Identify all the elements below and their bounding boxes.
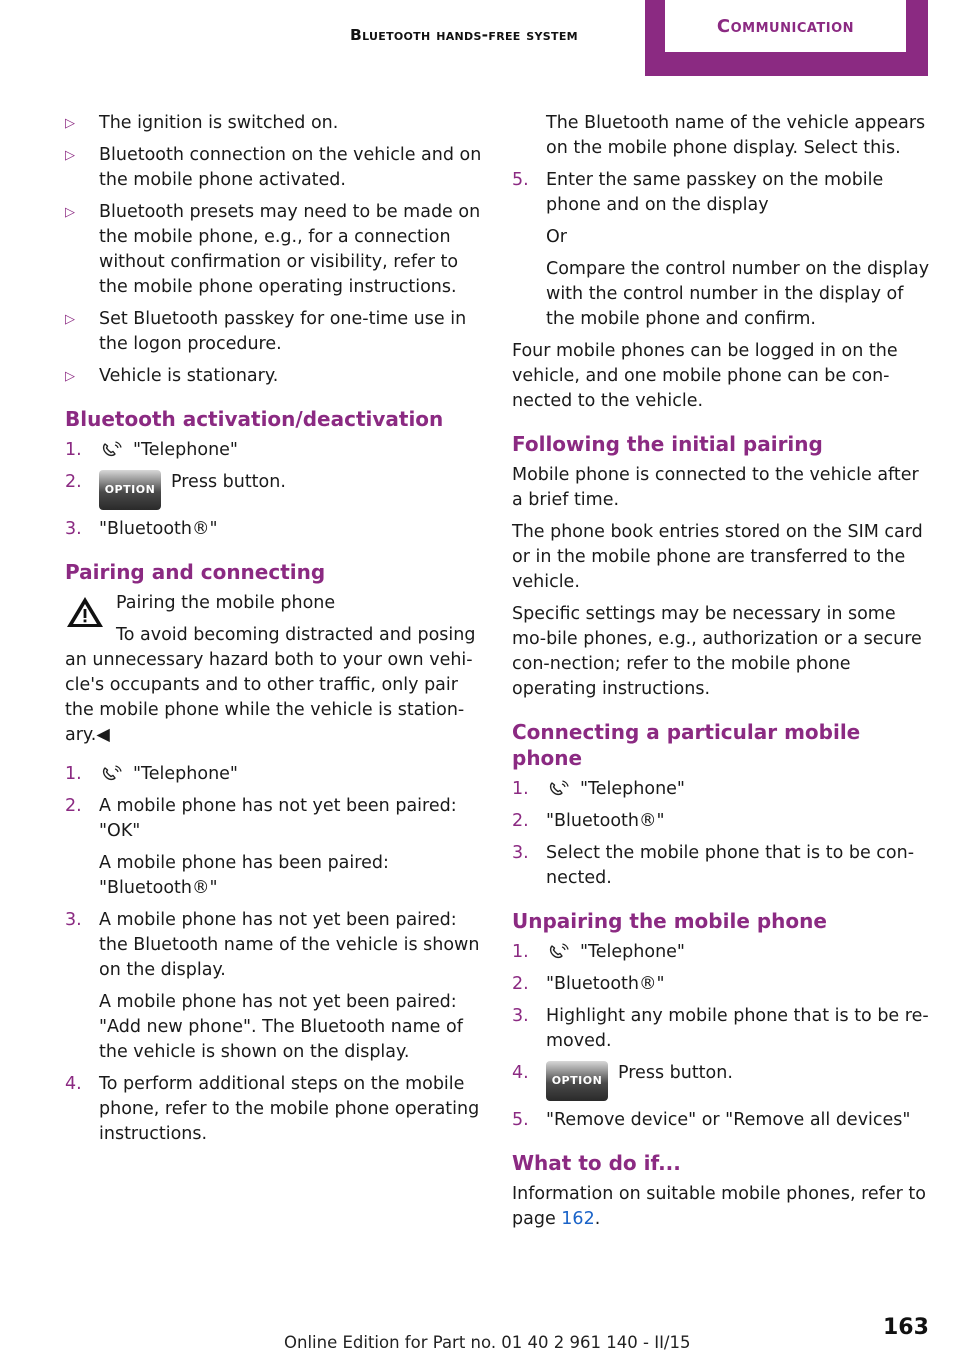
step-text: "Bluetooth®" (99, 519, 218, 539)
step-text: "Bluetooth®" (546, 974, 665, 994)
step-number: 2. (512, 974, 529, 994)
step-number: 3. (65, 910, 82, 930)
chapter-tab-label: Communication (665, 0, 906, 52)
telephone-icon (101, 765, 123, 781)
step-number: 4. (65, 1074, 82, 1094)
step-number: 3. (512, 1006, 529, 1026)
step-number: 4. (512, 1063, 529, 1083)
step-text: The Bluetooth name of the vehicle appears on the mobile phone display. Select this. (546, 113, 926, 158)
prereq-text: The ignition is switched on. (99, 113, 339, 133)
bullet-marker: ▷ (65, 369, 75, 384)
step-number: 1. (512, 942, 529, 962)
step-number: 5. (512, 1110, 529, 1130)
prereq-item (65, 364, 485, 389)
section-heading-connecting: Connecting a particular mobile phone (512, 720, 861, 770)
telephone-icon (548, 943, 570, 959)
step-subtext: Compare the control number on the display with the control number in the display of the mobile phone and confirm. (546, 259, 930, 329)
step-text: "Telephone" (133, 764, 238, 784)
step-item (65, 470, 485, 510)
step-item (512, 1108, 932, 1133)
step-text: "Bluetooth®" (546, 811, 665, 831)
section-heading-pairing: Pairing and connecting (65, 560, 326, 584)
step-item (65, 908, 485, 1065)
step-item (65, 438, 485, 463)
warning-triangle-icon (65, 594, 105, 630)
telephone-icon (101, 441, 123, 457)
step-number: 5. (512, 170, 529, 190)
step-item (512, 168, 932, 332)
step-number: 2. (65, 796, 82, 816)
bullet-marker: ▷ (65, 312, 75, 327)
warning-title: Pairing the mobile phone (116, 593, 336, 613)
section-heading-unpairing: Unpairing the mobile phone (512, 909, 827, 933)
prereq-item (65, 143, 485, 193)
step-item (65, 1072, 485, 1147)
page-reference-link[interactable]: 162 (561, 1209, 595, 1229)
step-number: 3. (65, 519, 82, 539)
step-continuation (512, 111, 932, 161)
bullet-marker: ▷ (65, 116, 75, 131)
step-text: Press button. (618, 1063, 733, 1083)
prereq-text: Set Bluetooth passkey for one-time use in the logon procedure. (99, 309, 467, 354)
step-text: Select the mobile phone that is to be con‐nected. (546, 843, 915, 888)
paragraph-end: . (594, 1209, 601, 1229)
prereq-text: Vehicle is stationary. (99, 366, 279, 386)
step-text: A mobile phone has not yet been paired: "OK" (99, 796, 457, 841)
step-item (65, 762, 485, 787)
prereq-item (65, 111, 485, 136)
prereq-item (65, 307, 485, 357)
summary-paragraph: Four mobile phones can be logged in on the vehicle, and one mobile phone can be con‐nected to the vehicle. (512, 341, 898, 411)
step-text: "Telephone" (580, 779, 685, 799)
step-text: "Remove device" or "Remove all devices" (546, 1110, 911, 1130)
step-number: 1. (65, 440, 82, 460)
step-item (65, 517, 485, 542)
step-number: 1. (65, 764, 82, 784)
step-item (512, 809, 932, 834)
section-heading-activation: Bluetooth activation/deactivation (65, 407, 444, 431)
step-subtext: A mobile phone has been paired: "Bluetooth®" (99, 853, 389, 898)
step-text: "Telephone" (133, 440, 238, 460)
paragraph: Specific settings may be necessary in some mo‐bile phones, e.g., authorization or a secure con‐nection; refer to the mobile phone operating instructions. (512, 604, 922, 699)
paragraph: Mobile phone is connected to the vehicle after a brief time. (512, 465, 919, 510)
left-column (65, 111, 485, 1154)
step-text: A mobile phone has not yet been paired: the Bluetooth name of the vehicle is shown on the display. (99, 910, 480, 980)
page-number: 163 (883, 1315, 929, 1340)
edition-footer: Online Edition for Part no. 01 40 2 961 140 - II/15 (284, 1333, 691, 1352)
step-subtext-or: Or (546, 227, 567, 247)
step-text: Enter the same passkey on the mobile phone and on the display (546, 170, 884, 215)
paragraph-text: Information on suitable mobile phones, refer to page (512, 1184, 926, 1229)
section-heading-initial-pairing: Following the initial pairing (512, 432, 823, 456)
step-text: To perform additional steps on the mobile phone, refer to the mobile phone operating instructions. (99, 1074, 480, 1144)
warning-box (65, 591, 485, 748)
step-item (512, 841, 932, 891)
paragraph: The phone book entries stored on the SIM card or in the mobile phone are transferred to the vehicle. (512, 522, 923, 592)
section-heading-what-to-do: What to do if... (512, 1151, 681, 1175)
step-number: 2. (65, 472, 82, 492)
step-number: 2. (512, 811, 529, 831)
paragraph-what-to-do (512, 1182, 932, 1232)
step-number: 1. (512, 779, 529, 799)
step-item (512, 972, 932, 997)
warning-text: To avoid becoming distracted and posing an unnecessary hazard both to your own vehi‐cle's occupants and to other traffic, only pair the mobile phone while the vehicle is station‐ary.◀ (65, 625, 476, 745)
option-button-icon: OPTION (546, 1061, 608, 1101)
step-item (512, 777, 932, 802)
prereq-text: Bluetooth presets may need to be made on the mobile phone, e.g., for a connection without confirmation or visibility, refer to the mobile phone operating instructions. (99, 202, 481, 297)
step-item (512, 1004, 932, 1054)
step-text: "Telephone" (580, 942, 685, 962)
step-text: Press button. (171, 472, 286, 492)
step-text: Highlight any mobile phone that is to be re‐moved. (546, 1006, 929, 1051)
step-subtext: A mobile phone has not yet been paired: "Add new phone". The Bluetooth name of the vehicle is shown on the display. (99, 992, 463, 1062)
step-item (512, 940, 932, 965)
running-header-section: Bluetooth hands-free system (350, 26, 578, 44)
right-column (512, 111, 932, 1239)
prereq-text: Bluetooth connection on the vehicle and on the mobile phone activated. (99, 145, 482, 190)
option-button-icon: OPTION (99, 470, 161, 510)
step-item (65, 794, 485, 901)
bullet-marker: ▷ (65, 148, 75, 163)
chapter-tab (645, 0, 928, 76)
bullet-marker: ▷ (65, 205, 75, 220)
telephone-icon (548, 780, 570, 796)
prereq-item (65, 200, 485, 300)
step-item (512, 1061, 932, 1101)
step-number: 3. (512, 843, 529, 863)
